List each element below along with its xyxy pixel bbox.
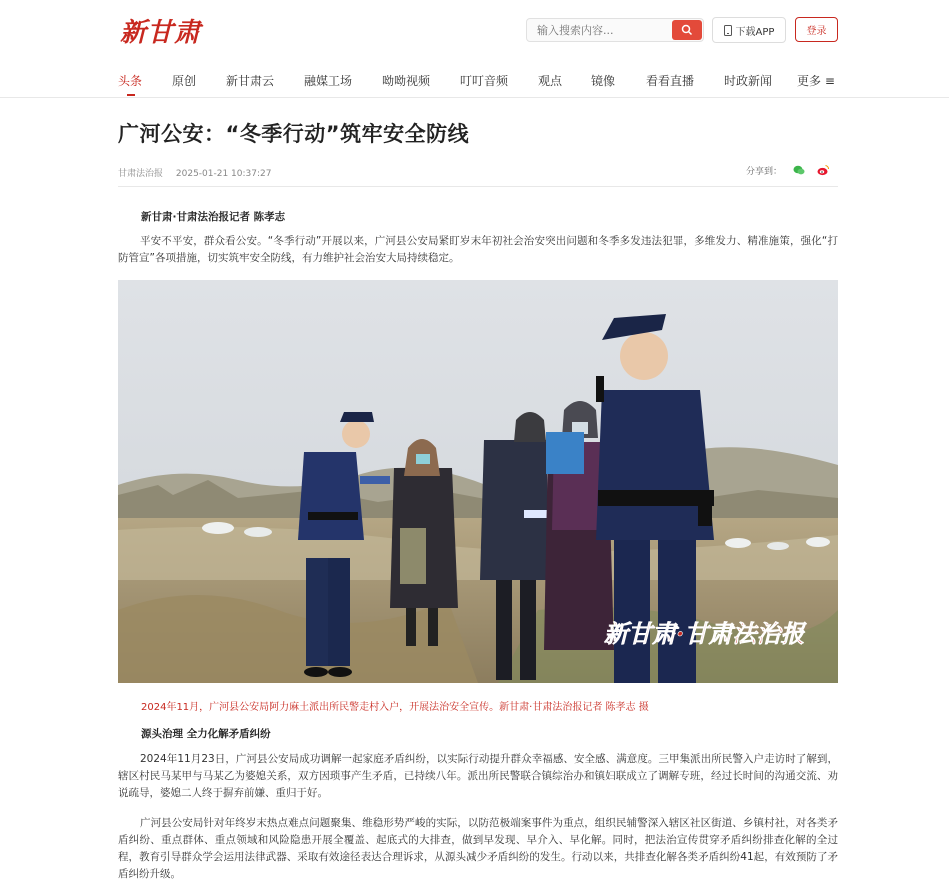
- login-button[interactable]: 登录: [795, 17, 838, 42]
- nav-item-audio[interactable]: 叮叮音频: [460, 74, 509, 88]
- article-title: 广河公安：“冬季行动”筑牢安全防线: [118, 122, 470, 146]
- article-byline: 新甘肃·甘肃法治报记者 陈孝志: [141, 211, 286, 223]
- search-button[interactable]: [672, 20, 702, 40]
- download-app-label: 下载APP: [735, 26, 775, 38]
- title-divider: [118, 186, 838, 187]
- share-bar: [746, 163, 830, 177]
- search-input[interactable]: [527, 19, 671, 41]
- section-subhead: 源头治理 全力化解矛盾纠纷: [141, 728, 271, 740]
- article-paragraph-2: 广河县公安局针对年终岁末热点难点问题聚集、维稳形势严峻的实际，以防范极端案事件为重点，组织民辅警深入辖区社区街道、乡镇村社，对各类矛盾纠纷、重点群体、重点领域和风险隐患开展全覆盖、起底式的大排查，做到早发现、早介入、早化解。同时，把法治宣传贯穿矛盾纠纷排查化解的全过程，教育引导群众学会运用法律武器、采取有效途径表达合理诉求，从源头减少矛盾纠纷的发生。行动以来，共排查化解各类矛盾纠纷41起，有效预防了矛盾纠纷升级。: [118, 817, 838, 880]
- nav-item-xgs-cloud[interactable]: 新甘肃云: [226, 74, 275, 88]
- article-photo: [118, 280, 838, 683]
- article-source[interactable]: 甘肃法治报: [118, 169, 164, 179]
- active-tab-indicator: [127, 94, 135, 96]
- nav-item-original[interactable]: 原创: [172, 74, 197, 88]
- weibo-share-icon[interactable]: [816, 163, 830, 177]
- site-logo[interactable]: 新甘肃: [120, 18, 202, 48]
- main-nav: [0, 60, 949, 98]
- nav-item-more[interactable]: 更多 ≡: [797, 74, 835, 88]
- nav-item-politics[interactable]: 时政新闻: [724, 74, 773, 88]
- nav-item-headlines[interactable]: 头条: [118, 74, 143, 88]
- article-meta: [118, 166, 281, 179]
- article-paragraph-1: 2024年11月23日，广河县公安局成功调解一起家庭矛盾纠纷，以实际行动提升群众幸福感、安全感、满意度。三甲集派出所民警入户走访时了解到，辖区村民马某甲与马某乙为婆媳关系，双方因琐事产生矛盾，已持续八年。派出所民警联合镇综治办和镇妇联成立了调解专班，经过长时间的沟通交流、劝说疏导，婆媳二人终于摒弃前嫌、重归于好。: [118, 753, 838, 799]
- wechat-share-icon[interactable]: [792, 163, 806, 177]
- download-app-button[interactable]: [712, 17, 786, 43]
- site-header: [0, 0, 949, 58]
- search-box: [526, 18, 704, 42]
- nav-item-opinion[interactable]: 观点: [538, 74, 563, 88]
- photo-watermark: 新甘肃·甘肃法治报: [604, 619, 805, 648]
- search-icon: [681, 24, 693, 36]
- share-label: 分享到：: [746, 166, 783, 177]
- photo-caption: 2024年11月，广河县公安局阿力麻土派出所民警走村入户，开展法治安全宣传。新甘肃·甘肃法治报记者 陈孝志 摄: [141, 702, 649, 713]
- nav-item-mirror[interactable]: 镜像: [591, 74, 616, 88]
- nav-item-live[interactable]: 看看直播: [646, 74, 695, 88]
- article-datetime: 2025-01-21 10:37:27: [175, 169, 272, 179]
- phone-icon: [724, 25, 732, 36]
- nav-item-media-workshop[interactable]: 融媒工场: [304, 74, 353, 88]
- article-intro: 平安不平安，群众看公安。“冬季行动”开展以来，广河县公安局紧盯岁末年初社会治安突出问题和冬季多发违法犯罪，多维发力、精准施策，强化“打防管宣”各项措施，切实筑牢安全防线，有力维护社会治安大局持续稳定。: [118, 235, 838, 264]
- nav-item-video[interactable]: 呦呦视频: [382, 74, 431, 88]
